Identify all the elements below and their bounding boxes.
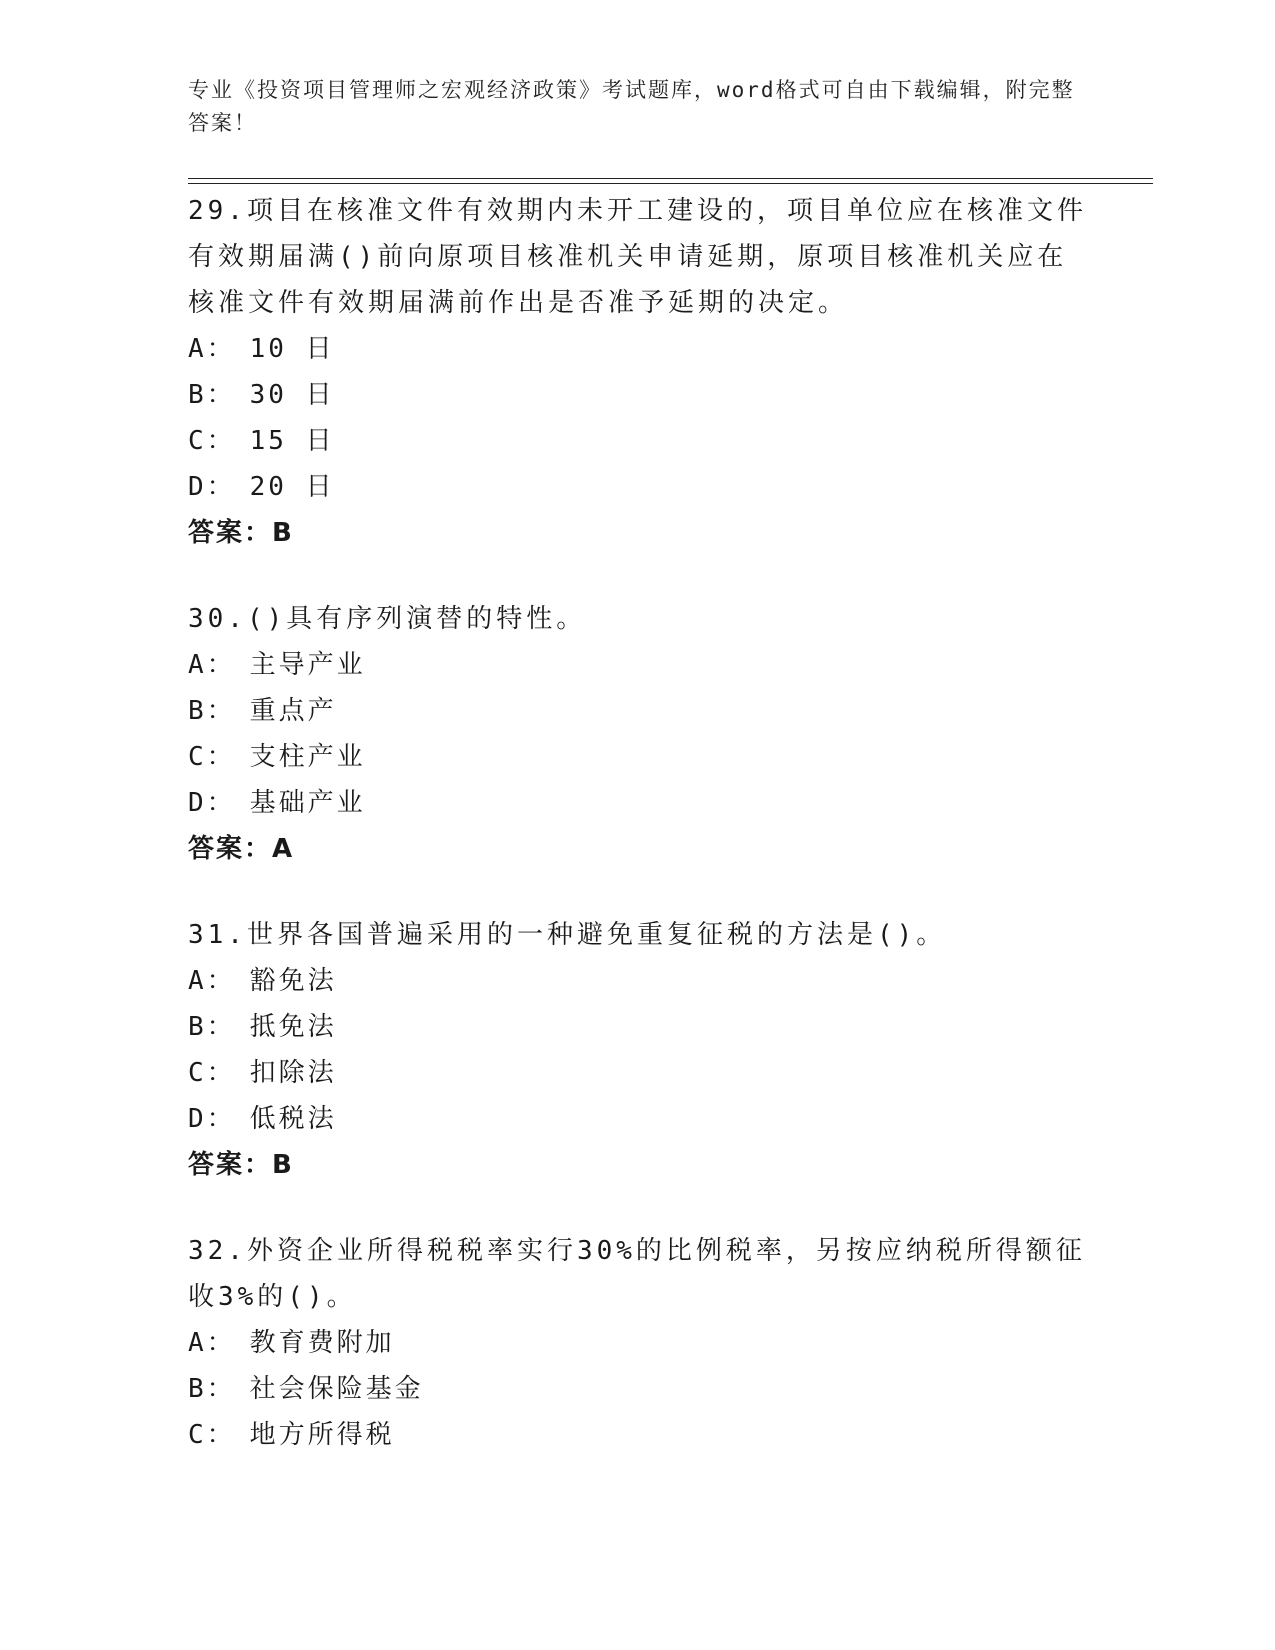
option-c (188, 1050, 1088, 1096)
option-label: C： (188, 1058, 236, 1088)
option-text: 低税法 (249, 1104, 337, 1134)
option-text: 重点产 (249, 696, 337, 726)
document-header: 专业《投资项目管理师之宏观经济政策》考试题库，word格式可自由下载编辑，附完整答案！ (188, 78, 1075, 135)
option-d (188, 780, 1088, 826)
option-label: B： (188, 380, 236, 410)
answer-line: 答案：B (188, 1150, 294, 1180)
question-stem: 32.外资企业所得税税率实行30%的比例税率，另按应纳税所得额征收3%的()。 (188, 1236, 1086, 1312)
option-label: B： (188, 1012, 236, 1042)
option-text: 社会保险基金 (249, 1374, 424, 1404)
option-label: A： (188, 334, 236, 364)
option-b (188, 372, 1088, 418)
option-b (188, 688, 1088, 734)
option-text: 豁免法 (249, 966, 337, 996)
option-c (188, 1412, 1088, 1458)
question-stem: 30.()具有序列演替的特性。 (188, 604, 587, 634)
option-label: A： (188, 966, 236, 996)
option-d (188, 464, 1088, 510)
option-label: D： (188, 472, 236, 502)
option-label: D： (188, 788, 236, 818)
question-30 (188, 596, 1088, 872)
question-list (188, 188, 1088, 1498)
option-text: 抵免法 (249, 1012, 337, 1042)
option-label: D： (188, 1104, 236, 1134)
option-text: 15 日 (249, 426, 335, 456)
option-label: A： (188, 1328, 236, 1358)
question-stem: 29.项目在核准文件有效期内未开工建设的，项目单位应在核准文件有效期届满()前向原项目核准机关申请延期，原项目核准机关应在核准文件有效期届满前作出是否准予延期的决定。 (188, 196, 1087, 318)
question-29 (188, 188, 1088, 556)
option-text: 基础产业 (249, 788, 366, 818)
option-text: 10 日 (249, 334, 335, 364)
option-b (188, 1366, 1088, 1412)
option-label: C： (188, 742, 236, 772)
option-text: 支柱产业 (249, 742, 366, 772)
option-label: C： (188, 426, 236, 456)
question-31 (188, 912, 1088, 1188)
option-text: 地方所得税 (249, 1420, 395, 1450)
option-text: 扣除法 (249, 1058, 337, 1088)
option-text: 30 日 (249, 380, 335, 410)
option-a (188, 958, 1088, 1004)
question-stem: 31.世界各国普遍采用的一种避免重复征税的方法是()。 (188, 920, 947, 950)
header-divider-top (188, 178, 1153, 179)
option-d (188, 1096, 1088, 1142)
option-text: 20 日 (249, 472, 335, 502)
option-c (188, 418, 1088, 464)
option-a (188, 326, 1088, 372)
option-b (188, 1004, 1088, 1050)
answer-line: 答案：A (188, 834, 295, 864)
option-text: 主导产业 (249, 650, 366, 680)
option-label: B： (188, 1374, 236, 1404)
answer-line: 答案：B (188, 518, 294, 548)
option-text: 教育费附加 (249, 1328, 395, 1358)
header-divider-bottom (188, 183, 1153, 184)
option-label: A： (188, 650, 236, 680)
option-label: C： (188, 1420, 236, 1450)
option-a (188, 642, 1088, 688)
option-a (188, 1320, 1088, 1366)
option-c (188, 734, 1088, 780)
option-label: B： (188, 696, 236, 726)
question-32 (188, 1228, 1088, 1458)
